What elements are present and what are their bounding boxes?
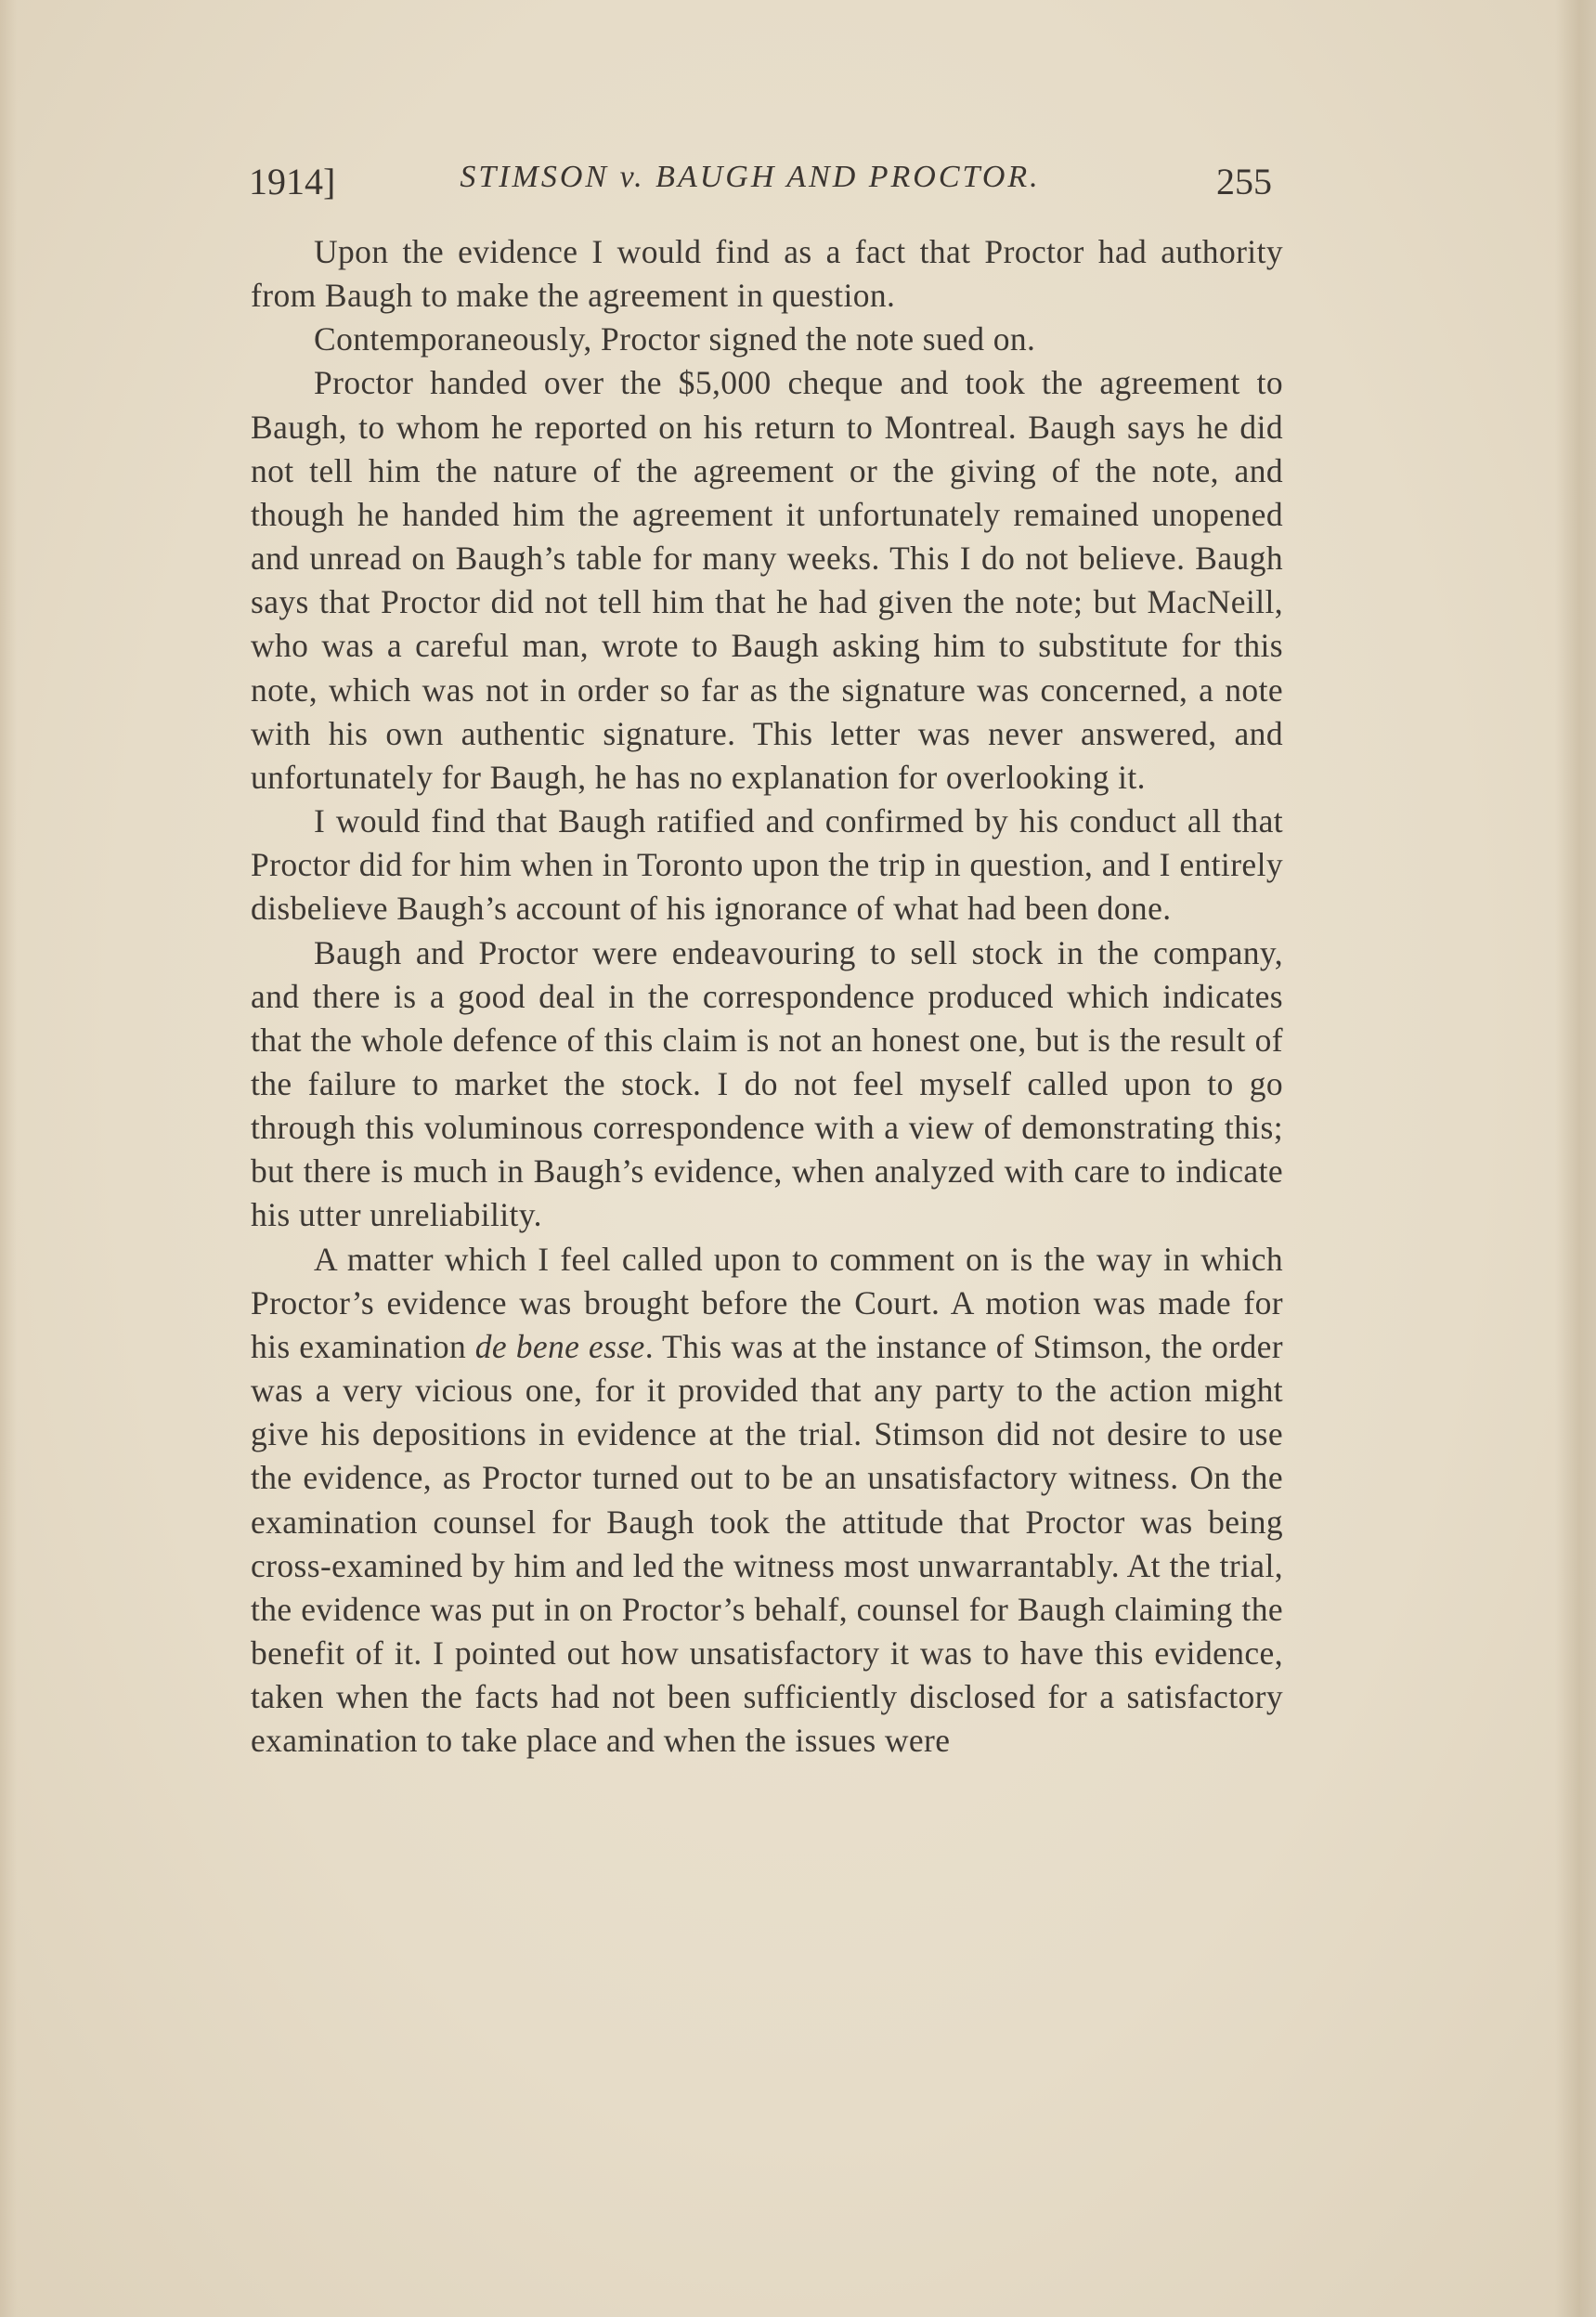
paragraph: Upon the evidence I would find as a fact that Proctor had authority from Baugh to make the agreement in question. <box>251 233 1283 315</box>
paragraph: Baugh and Proctor were endeavouring to sell stock in the company, and there is a good deal in the correspondence produced which indicates that the whole defence of this claim is not an honest one, but is the result of the failure to market the stock. I do not feel myself called upon to go through this voluminous correspondence with a view of demonstrating this; but there is much in Baugh’s evidence, when analyzed with care to indicate his utter unreliability. <box>251 933 1283 1234</box>
running-header <box>249 160 1272 206</box>
page-number: 255 <box>1216 161 1272 202</box>
paragraph: I would find that Baugh ratified and confirmed by his conduct all that Proctor did for him when in Toronto upon the trip in question, and I entirely disbelieve Baugh’s account of his ignorance of what had been done. <box>251 802 1283 928</box>
running-title: STIMSON v. BAUGH AND PROCTOR. <box>460 160 1041 194</box>
body-text <box>251 230 1283 1763</box>
header-year: 1914] <box>249 161 336 202</box>
paragraph: Contemporaneously, Proctor signed the note sued on. <box>314 320 1036 358</box>
paragraph-last <box>251 1238 1283 1764</box>
page-left-edge <box>0 0 17 2317</box>
paragraph: Proctor handed over the $5,000 cheque and took the agreement to Baugh, to whom he reported on his return to Montreal. Baugh says he did not tell him the nature of the agreement or the giving of the note, and though he handed him the agreement it unfortunately remained unopened and unread on Baugh’s table for many weeks. This I do not believe. Baugh says that Proctor did not tell him that he had given the note; but MacNeill, who was a careful man, wrote to Baugh asking him to substitute for this note, which was not in order so far as the signature was concerned, a note with his own authentic signature. This letter was never answered, and unfortunately for Baugh, he has no explanation for overlooking it. <box>251 364 1283 796</box>
paragraph-text: A matter which I feel called upon to comment on is the way in which Proctor’s evidence was brought before the Court. A motion was made for his examination <box>251 1240 1283 1365</box>
latin-phrase: de bene esse <box>474 1327 645 1365</box>
paragraph-text: . This was at the instance of Stimson, the order was a very vicious one, for it provided that any party to the action might give his depositions in evidence at the trial. Stimson did not desire to use the evidence, as Proctor turned out to be an unsatisfactory witness. On the examination counsel for Baugh took the attitude that Proctor was being cross-examined by him and led the witness most unwarrantably. At the trial, the evidence was put in on Proctor’s behalf, counsel for Baugh claiming the benefit of it. I pointed out how unsatisfactory it was to have this evidence, taken when the facts had not been sufficiently disclosed for a satisfactory examination to take place and when the issues were <box>251 1327 1283 1760</box>
page-spine-shadow <box>1555 0 1596 2317</box>
